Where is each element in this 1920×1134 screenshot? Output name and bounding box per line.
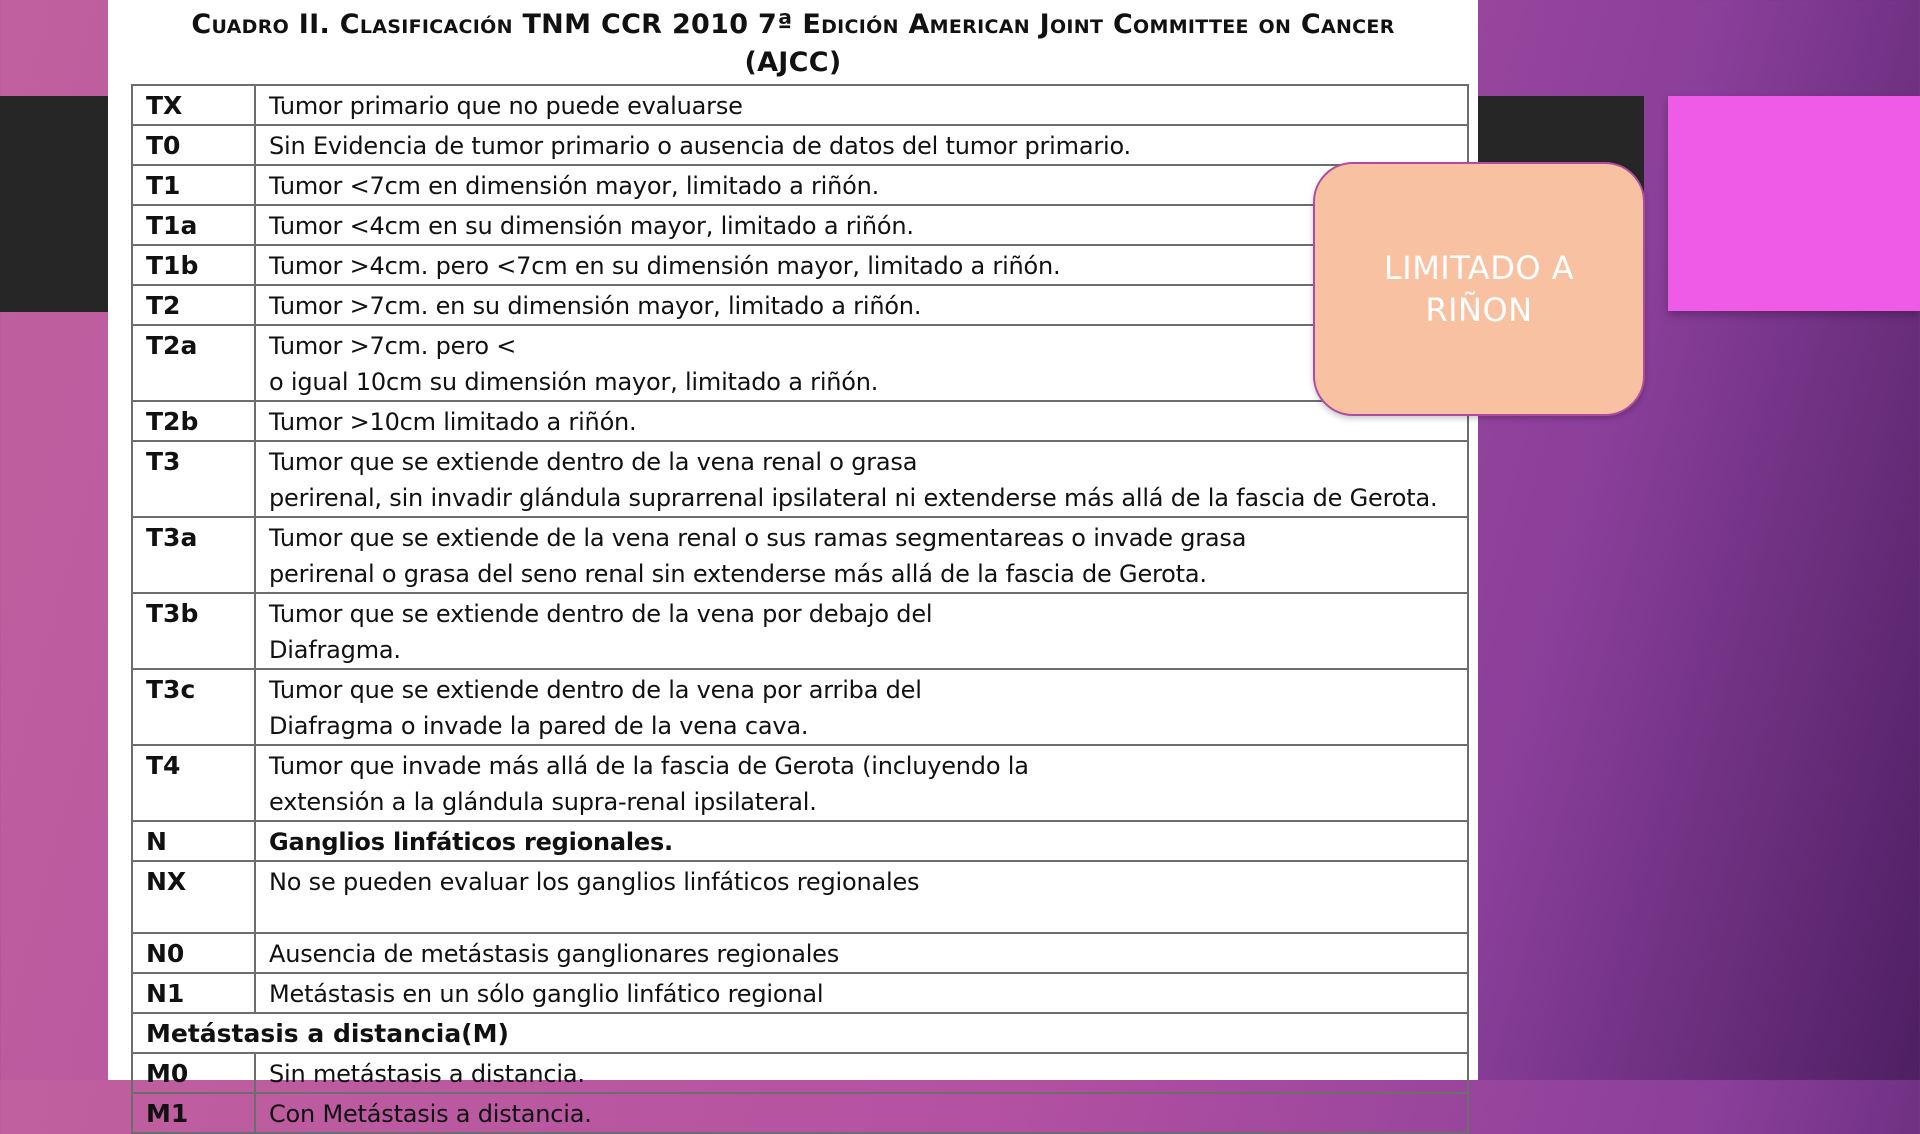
row-code: M0 (132, 1053, 255, 1093)
table-row-t2a (132, 325, 1468, 401)
row-code: N (132, 821, 255, 861)
row-code: T1b (132, 245, 255, 285)
table-row-t0 (132, 125, 1468, 165)
row-description: Sin metástasis a distancia. (255, 1053, 1468, 1093)
row-description: Tumor >4cm. pero <7cm en su dimensión mayor, limitado a riñón. (255, 245, 1468, 285)
row-description: Tumor que invade más allá de la fascia de Gerota (incluyendo la extensión a la glándula supra-renal ipsilateral. (255, 745, 1468, 821)
row-description: No se pueden evaluar los ganglios linfáticos regionales (255, 861, 1468, 933)
tnm-classification-table (131, 84, 1469, 1134)
callout-text: LIMITADO A RIÑON (1383, 249, 1575, 329)
table-row-m1 (132, 1093, 1468, 1133)
row-code: N1 (132, 973, 255, 1013)
table-row-t3a (132, 517, 1468, 593)
row-description: Tumor >7cm. en su dimensión mayor, limitado a riñón. (255, 285, 1468, 325)
table-row-t1 (132, 165, 1468, 205)
section-heading: Metástasis a distancia(M) (132, 1013, 1468, 1053)
row-code: T4 (132, 745, 255, 821)
row-description: Tumor <7cm en dimensión mayor, limitado a riñón. (255, 165, 1468, 205)
row-code: TX (132, 85, 255, 125)
row-description: Metástasis en un sólo ganglio linfático regional (255, 973, 1468, 1013)
table-row-tx (132, 85, 1468, 125)
row-description: Tumor que se extiende dentro de la vena por debajo del Diafragma. (255, 593, 1468, 669)
row-code: T0 (132, 125, 255, 165)
table-row-n0 (132, 933, 1468, 973)
row-code: NX (132, 861, 255, 933)
row-code: T3c (132, 669, 255, 745)
row-description: Tumor que se extiende dentro de la vena por arriba del Diafragma o invade la pared de la vena cava. (255, 669, 1468, 745)
row-code: T3 (132, 441, 255, 517)
table-row-t3b (132, 593, 1468, 669)
row-description: Con Metástasis a distancia. (255, 1093, 1468, 1133)
row-code: T2 (132, 285, 255, 325)
row-code: T2b (132, 401, 255, 441)
table-row-m0 (132, 1053, 1468, 1093)
table-row-t4 (132, 745, 1468, 821)
accent-square (1668, 96, 1920, 311)
table-row-t1b (132, 245, 1468, 285)
table-row-t1a (132, 205, 1468, 245)
row-code: N0 (132, 933, 255, 973)
table-row-t2b (132, 401, 1468, 441)
table-section-row (132, 1013, 1468, 1053)
table-row-n (132, 821, 1468, 861)
table-row-t3c (132, 669, 1468, 745)
row-description: Tumor <4cm en su dimensión mayor, limitado a riñón. (255, 205, 1468, 245)
row-description: Ganglios linfáticos regionales. (255, 821, 1468, 861)
row-code: T1 (132, 165, 255, 205)
row-description: Tumor que se extiende dentro de la vena renal o grasa perirenal, sin invadir glándula suprarrenal ipsilateral ni extenderse más allá de la fascia de Gerota. (255, 441, 1468, 517)
table-row-t3 (132, 441, 1468, 517)
document-image (108, 0, 1478, 1128)
row-code: T2a (132, 325, 255, 401)
document-title: Cuadro II. Clasificación TNM CCR 2010 7ª Edición American Joint Committee on Cancer (AJCC) (191, 9, 1395, 78)
row-description: Tumor >10cm limitado a riñón. (255, 401, 1468, 441)
row-description: Tumor primario que no puede evaluarse (255, 85, 1468, 125)
table-row-t2 (132, 285, 1468, 325)
callout-box (1313, 162, 1645, 416)
row-description: Tumor que se extiende de la vena renal o sus ramas segmentareas o invade grasa perirenal o grasa del seno renal sin extenderse más allá de la fascia de Gerota. (255, 517, 1468, 593)
dark-band-left (0, 96, 108, 312)
row-description: Sin Evidencia de tumor primario o ausencia de datos del tumor primario. (255, 125, 1468, 165)
row-code: T3a (132, 517, 255, 593)
row-code: T3b (132, 593, 255, 669)
row-description: Ausencia de metástasis ganglionares regionales (255, 933, 1468, 973)
row-code: T1a (132, 205, 255, 245)
row-description: Tumor >7cm. pero < o igual 10cm su dimensión mayor, limitado a riñón. (255, 325, 1468, 401)
row-code: M1 (132, 1093, 255, 1133)
table-row-nx (132, 861, 1468, 933)
table-row-n1 (132, 973, 1468, 1013)
